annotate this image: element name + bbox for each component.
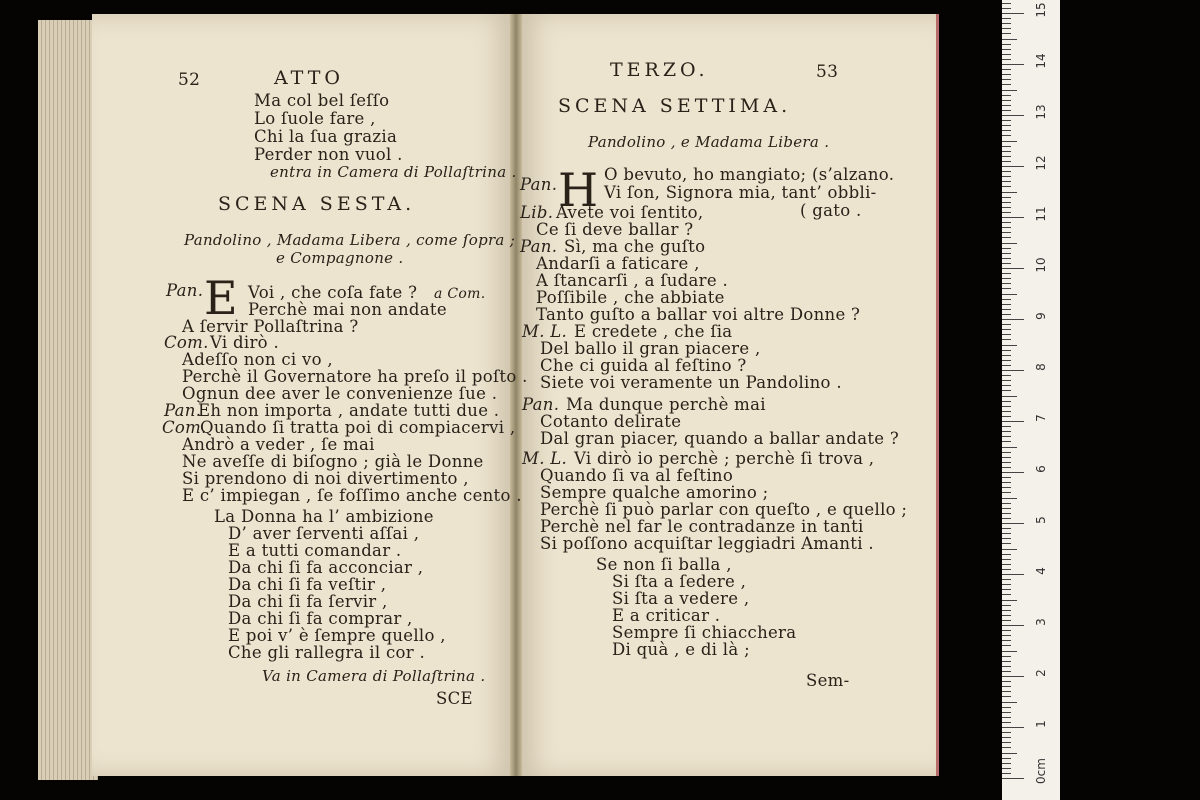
ruler-tick [1002, 686, 1011, 687]
ruler-tick [1002, 44, 1011, 45]
ruler-mark: 6 [1034, 465, 1048, 473]
ruler-tick [1002, 707, 1011, 708]
ruler-tick [1002, 59, 1011, 60]
ruler-tick [1002, 248, 1011, 249]
ruler-tick [1002, 773, 1011, 774]
ruler-mark: 10 [1034, 257, 1048, 273]
ruler-tick [1002, 74, 1011, 75]
ruler-tick [1002, 33, 1011, 34]
ruler-tick [1002, 105, 1011, 106]
dialogue-line: Ma dunque perchè mai [566, 395, 766, 414]
verse-line: Perder non vuol . [254, 145, 403, 164]
ruler-tick [1002, 747, 1011, 748]
ruler-tick [1002, 151, 1011, 152]
ruler-tick [1002, 508, 1011, 509]
aside: a Com. [434, 286, 486, 302]
ruler-tick [1002, 28, 1011, 29]
ruler-tick [1002, 171, 1011, 172]
ruler-tick [1002, 696, 1011, 697]
ruler-tick [1002, 447, 1017, 448]
ruler-mark: 9 [1034, 312, 1048, 320]
ruler-tick [1002, 90, 1017, 91]
ruler-tick [1002, 253, 1011, 254]
dialogue-line: Del ballo il gran piacere , [540, 339, 761, 358]
speaker: Pan. [520, 237, 558, 256]
dialogue-line: Avete voi ſentito, [556, 203, 704, 222]
ruler-tick [1002, 737, 1011, 738]
dialogue-line: Cotanto delirate [540, 412, 682, 431]
ruler-tick [1002, 324, 1011, 325]
speaker: Pan. [520, 175, 558, 194]
ruler-tick [1002, 186, 1011, 187]
aria-line: E poi v’ è ſempre quello , [228, 626, 446, 645]
dialogue-line: O bevuto, ho mangiato; (s’alzano. [604, 165, 895, 184]
ruler-tick [1002, 49, 1011, 50]
ruler-tick [1002, 95, 1011, 96]
ruler-tick [1002, 385, 1011, 386]
ruler-mark: 7 [1034, 414, 1048, 422]
ruler-tick [1002, 39, 1017, 40]
dialogue-line: Perchè nel far le contradanze in tanti [540, 517, 864, 536]
ruler-tick [1002, 355, 1011, 356]
aria-line: Da chi ſi fa comprar , [228, 609, 413, 628]
ruler-tick [1002, 574, 1024, 575]
right-page-number: 53 [816, 62, 839, 82]
ruler-tick [1002, 518, 1011, 519]
dialogue-line-tail: ( gato . [800, 201, 862, 220]
dialogue-line: Andrò a veder , ſe mai [182, 435, 375, 454]
dialogue-line: Siete voi veramente un Pandolino . [540, 373, 842, 392]
ruler-tick [1002, 569, 1011, 570]
character-list: e Compagnone . [276, 249, 404, 267]
ruler-tick [1002, 554, 1011, 555]
ruler-tick [1002, 84, 1011, 85]
dialogue-line: Che ci guida al feſtino ? [540, 356, 747, 375]
ruler-tick [1002, 396, 1017, 397]
dialogue-line: Voi , che coſa fate ? [248, 283, 418, 302]
ruler-tick [1002, 13, 1024, 14]
ruler-tick [1002, 115, 1024, 116]
ruler-tick [1002, 166, 1024, 167]
ruler-mark: 12 [1034, 155, 1048, 171]
ruler-tick [1002, 712, 1011, 713]
ruler-tick [1002, 421, 1024, 422]
dialogue-line: Quando ſi tratta poi di compiacervi , [200, 418, 516, 437]
ruler-tick [1002, 141, 1017, 142]
ruler-tick [1002, 436, 1011, 437]
ruler-tick [1002, 243, 1017, 244]
ruler-tick [1002, 79, 1011, 80]
drop-cap: H [558, 163, 599, 217]
ruler-tick [1002, 314, 1011, 315]
ruler-tick [1002, 758, 1011, 759]
ruler-tick [1002, 503, 1011, 504]
ruler-tick [1002, 23, 1011, 24]
ruler-tick [1002, 763, 1011, 764]
dialogue-line: Poſſibile , che abbiate [536, 288, 725, 307]
dialogue-line: A ſtancarſi , a ſudare . [536, 271, 729, 290]
dialogue-line: Ognun dee aver le convenienze ſue . [182, 384, 498, 403]
ruler-tick [1002, 380, 1011, 381]
ruler-tick [1002, 100, 1011, 101]
ruler-tick [1002, 319, 1024, 320]
character-list: Pandolino , Madama Libera , come ſopra ; [184, 231, 516, 249]
ruler-tick [1002, 635, 1011, 636]
ruler-tick [1002, 717, 1011, 718]
ruler-tick [1002, 237, 1011, 238]
ruler-tick [1002, 452, 1011, 453]
speaker: Pan. [522, 395, 560, 414]
ruler-tick [1002, 523, 1024, 524]
ruler-tick [1002, 538, 1011, 539]
ruler-tick [1002, 727, 1024, 728]
ruler-tick [1002, 467, 1011, 468]
ruler-mark: 5 [1034, 516, 1048, 524]
right-running-head: TERZO. [610, 59, 709, 81]
dialogue-line: Sempre qualche amorino ; [540, 483, 769, 502]
ruler-mark: 1 [1034, 720, 1048, 728]
ruler-tick [1002, 487, 1011, 488]
ruler-tick [1002, 559, 1011, 560]
ruler-tick [1002, 426, 1011, 427]
ruler-tick [1002, 651, 1017, 652]
ruler-tick [1002, 360, 1011, 361]
ruler-tick [1002, 589, 1011, 590]
ruler-tick [1002, 3, 1011, 4]
ruler-tick [1002, 656, 1011, 657]
scene-title: SCENA SETTIMA. [558, 95, 792, 117]
left-running-head: ATTO [274, 67, 344, 89]
ruler-tick [1002, 620, 1011, 621]
ruler-tick [1002, 676, 1024, 677]
ruler-tick [1002, 549, 1017, 550]
ruler-tick [1002, 768, 1011, 769]
dialogue-line: Dal gran piacer, quando a ballar andate ? [540, 429, 900, 448]
aria-line: Sempre ſi chiacchera [612, 623, 797, 642]
ruler-tick [1002, 457, 1011, 458]
ruler-tick [1002, 176, 1011, 177]
stage-direction: Va in Camera di Pollaſtrina . [262, 667, 486, 685]
aria-line: Si ſta a vedere , [612, 589, 750, 608]
ruler-tick [1002, 702, 1017, 703]
ruler-tick [1002, 492, 1011, 493]
dialogue-line: Ne aveſſe di biſogno ; già le Donne [182, 452, 484, 471]
aria-line: Da chi ſi fa acconciar , [228, 558, 424, 577]
dialogue-line: Vi ſon, Signora mia, tant’ obbli- [604, 183, 877, 202]
dialogue-line: Eh non importa , andate tutti due . [198, 401, 500, 420]
ruler-tick [1002, 600, 1017, 601]
aria-line: Se non ſi balla , [596, 555, 732, 574]
ruler-tick [1002, 615, 1011, 616]
ruler-tick [1002, 135, 1011, 136]
ruler-mark: 2 [1034, 669, 1048, 677]
left-page-number: 52 [178, 70, 201, 90]
dialogue-line: Ce ſi deve ballar ? [536, 220, 694, 239]
dialogue-line: Perchè il Governatore ha preſo il poſto . [182, 367, 528, 386]
ruler-tick [1002, 370, 1024, 371]
ruler-tick [1002, 462, 1011, 463]
ruler-tick [1002, 681, 1011, 682]
dialogue-line: Si poſſono acquiſtar leggiadri Amanti . [540, 534, 874, 553]
ruler-tick [1002, 288, 1011, 289]
ruler-tick [1002, 579, 1011, 580]
dialogue-line: Vi dirò . [210, 333, 279, 352]
ruler-tick [1002, 207, 1011, 208]
ruler-tick [1002, 197, 1011, 198]
ruler-tick [1002, 304, 1011, 305]
ruler-tick [1002, 64, 1024, 65]
book-gutter [510, 14, 522, 776]
ruler-tick [1002, 192, 1017, 193]
ruler-tick [1002, 778, 1024, 779]
ruler-tick [1002, 146, 1011, 147]
ruler-tick [1002, 640, 1011, 641]
speaker: Pan. [166, 281, 204, 300]
ruler-mark: 4 [1034, 567, 1048, 575]
ruler-tick [1002, 120, 1011, 121]
ruler-tick [1002, 666, 1011, 667]
ruler-tick [1002, 350, 1011, 351]
speaker: Lib. [520, 203, 554, 222]
ruler-tick [1002, 339, 1011, 340]
aria-line: E a criticar . [612, 606, 721, 625]
ruler-tick [1002, 375, 1011, 376]
ruler-tick [1002, 8, 1011, 9]
aria-line: La Donna ha l’ ambizione [214, 507, 434, 526]
ruler-tick [1002, 278, 1011, 279]
verse-line: Ma col bel ſeſſo [254, 91, 390, 110]
ruler-tick [1002, 294, 1017, 295]
speaker: Com. [162, 418, 207, 437]
ruler-tick [1002, 54, 1011, 55]
ruler-tick [1002, 130, 1011, 131]
ruler-tick [1002, 18, 1011, 19]
ruler-mark: 13 [1034, 104, 1048, 120]
ruler-tick [1002, 329, 1011, 330]
ruler-mark: 3 [1034, 618, 1048, 626]
dialogue-line: Tanto guſto a ballar voi altre Donne ? [536, 305, 861, 324]
ruler-unit-label: 0cm [1034, 758, 1048, 784]
dialogue-line: Andarſi a faticare , [536, 254, 700, 273]
measurement-ruler [1002, 0, 1060, 800]
aria-line: E a tutti comandar . [228, 541, 402, 560]
ruler-tick [1002, 156, 1011, 157]
ruler-tick [1002, 416, 1011, 417]
ruler-tick [1002, 390, 1011, 391]
ruler-tick [1002, 625, 1024, 626]
ruler-tick [1002, 283, 1011, 284]
ruler-mark: 15 [1034, 2, 1048, 18]
ruler-tick [1002, 406, 1011, 407]
ruler-tick [1002, 431, 1011, 432]
ruler-tick [1002, 161, 1011, 162]
ruler-tick [1002, 263, 1011, 264]
ruler-tick [1002, 268, 1024, 269]
speaker: Pan. [164, 401, 202, 420]
ruler-tick [1002, 630, 1011, 631]
ruler-tick [1002, 411, 1011, 412]
aria-line: Da chi ſi fa veſtir , [228, 575, 387, 594]
ruler-tick [1002, 605, 1011, 606]
ruler-tick [1002, 217, 1024, 218]
ruler-mark: 8 [1034, 363, 1048, 371]
page-edges [38, 20, 98, 780]
ruler-tick [1002, 222, 1011, 223]
ruler-tick [1002, 441, 1011, 442]
ruler-tick [1002, 232, 1011, 233]
ruler-tick [1002, 594, 1011, 595]
ruler-tick [1002, 661, 1011, 662]
stage-direction: entra in Camera di Pollaſtrina . [270, 163, 517, 181]
dialogue-line: E c’ impiegan , ſe foſſimo anche cento . [182, 486, 522, 505]
ruler-tick [1002, 202, 1011, 203]
ruler-tick [1002, 309, 1011, 310]
catchword: SCE [436, 689, 473, 708]
ruler-tick [1002, 181, 1011, 182]
dialogue-line: Perchè ſi può parlar con queſto , e quello ; [540, 500, 908, 519]
aria-line: Che gli rallegra il cor . [228, 643, 426, 662]
dialogue-line: E credete , che ſia [574, 322, 733, 341]
dialogue-line: Quando ſi va al feſtino [540, 466, 734, 485]
dialogue-line: Sì, ma che guſto [564, 237, 706, 256]
dialogue-line: A ſervir Pollaſtrina ? [182, 317, 359, 336]
ruler-mark: 14 [1034, 53, 1048, 69]
aria-line: D’ aver ſerventi aſſai , [228, 524, 420, 543]
dialogue-line: Perchè mai non andate [248, 300, 447, 319]
character-list: Pandolino , e Madama Libera . [588, 133, 830, 151]
ruler-tick [1002, 645, 1011, 646]
ruler-tick [1002, 477, 1011, 478]
ruler-mark: 11 [1034, 206, 1048, 222]
aria-line: Da chi ſi fa ſervir , [228, 592, 388, 611]
speaker: Com. [164, 333, 209, 352]
ruler-tick [1002, 345, 1017, 346]
scene-title: SCENA SESTA. [218, 193, 416, 215]
verse-line: Chi la ſua grazia [254, 127, 398, 146]
ruler-tick [1002, 564, 1011, 565]
ruler-tick [1002, 212, 1011, 213]
dialogue-line: Adeſſo non ci vo , [182, 350, 333, 369]
ruler-tick [1002, 273, 1011, 274]
ruler-tick [1002, 513, 1011, 514]
ruler-tick [1002, 722, 1011, 723]
ruler-tick [1002, 299, 1011, 300]
dialogue-line: Si prendono di noi divertimento , [182, 469, 469, 488]
catchword: Sem- [806, 671, 850, 690]
drop-cap: E [204, 271, 238, 325]
ruler-tick [1002, 125, 1011, 126]
ruler-tick [1002, 610, 1011, 611]
ruler-tick [1002, 742, 1011, 743]
ruler-tick [1002, 334, 1011, 335]
ruler-tick [1002, 401, 1011, 402]
ruler-tick [1002, 584, 1011, 585]
ruler-tick [1002, 472, 1024, 473]
ruler-tick [1002, 732, 1011, 733]
ruler-tick [1002, 110, 1011, 111]
speaker: M. L. [522, 449, 568, 468]
ruler-tick [1002, 543, 1011, 544]
ruler-tick [1002, 365, 1011, 366]
ruler-tick [1002, 533, 1011, 534]
ruler-tick [1002, 482, 1011, 483]
ruler-tick [1002, 498, 1017, 499]
speaker: M. L. [522, 322, 568, 341]
ruler-tick [1002, 691, 1011, 692]
aria-line: Di quà , e di là ; [612, 640, 750, 659]
ruler-tick [1002, 69, 1011, 70]
ruler-tick [1002, 528, 1011, 529]
verse-line: Lo ſuole fare , [254, 109, 376, 128]
ruler-tick [1002, 258, 1011, 259]
ruler-tick [1002, 753, 1017, 754]
ruler-tick [1002, 671, 1011, 672]
ruler-tick [1002, 227, 1011, 228]
aria-line: Si ſta a ſedere , [612, 572, 747, 591]
dialogue-line: Vi dirò io perchè ; perchè ſi trova , [574, 449, 875, 468]
